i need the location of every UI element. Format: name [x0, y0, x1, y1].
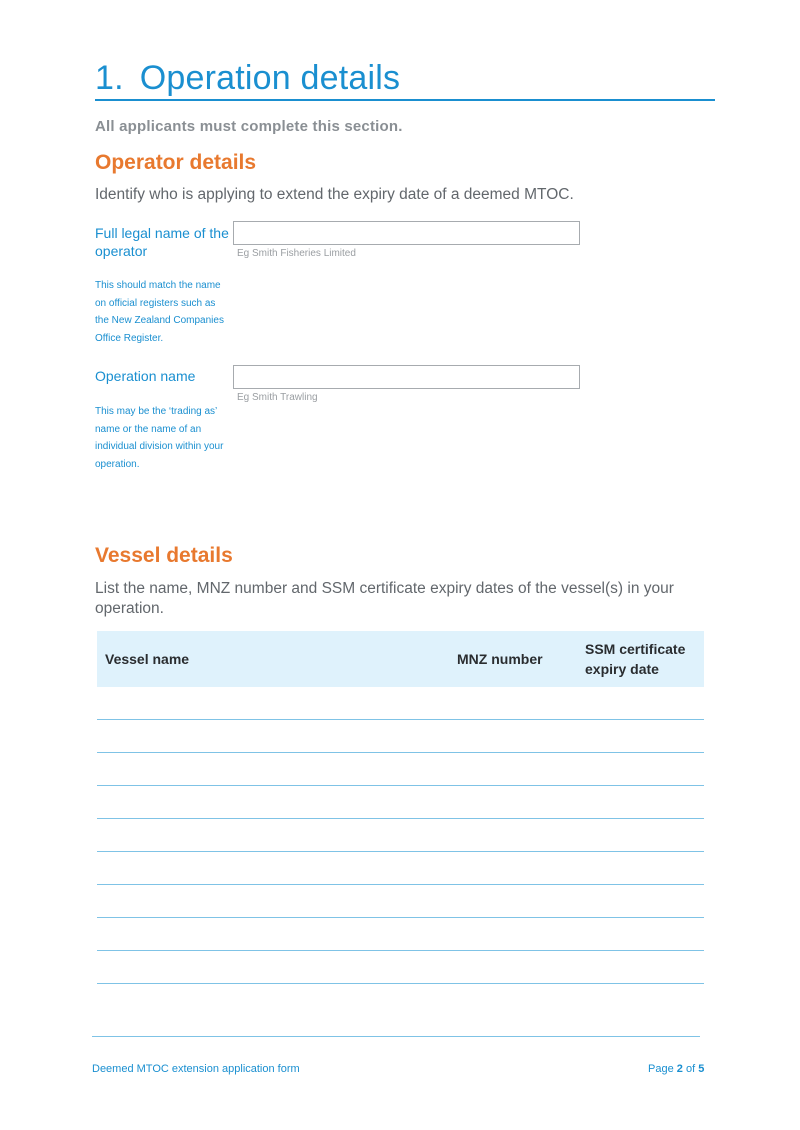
- table-row: [97, 885, 704, 918]
- vessel-name-cell[interactable]: [97, 885, 449, 918]
- vessel-name-cell[interactable]: [97, 786, 449, 819]
- vessel-heading: Vessel details: [95, 544, 233, 567]
- ssm-expiry-cell[interactable]: [577, 951, 704, 984]
- ssm-expiry-cell[interactable]: [577, 786, 704, 819]
- vessel-name-header: Vessel name: [97, 631, 449, 687]
- mnz-number-cell[interactable]: [449, 852, 577, 885]
- vessel-lead: List the name, MNZ number and SSM certificate expiry dates of the vessel(s) in your operation.: [95, 580, 674, 617]
- table-row: [97, 753, 704, 786]
- vessel-name-cell[interactable]: [97, 720, 449, 753]
- ssm-expiry-cell[interactable]: [577, 885, 704, 918]
- operator-lead: Identify who is applying to extend the expiry date of a deemed MTOC.: [95, 186, 574, 203]
- mnz-number-cell[interactable]: [449, 951, 577, 984]
- operator-name-note: This should match the name on official registers such as the New Zealand Companies Office Register.: [95, 280, 224, 344]
- operation-name-label: Operation name: [95, 368, 196, 384]
- vessel-table: [97, 631, 704, 984]
- page-label: Page: [648, 1063, 674, 1075]
- mnz-number-cell[interactable]: [449, 786, 577, 819]
- ssm-expiry-cell[interactable]: [577, 753, 704, 786]
- page-title: [95, 58, 400, 99]
- operation-name-note: This may be the ‘trading as’ name or the name of an individual division within your operation.: [95, 406, 224, 470]
- vessel-name-cell[interactable]: [97, 753, 449, 786]
- table-row: [97, 687, 704, 720]
- operation-name-input[interactable]: [233, 365, 580, 389]
- ssm-expiry-cell[interactable]: [577, 720, 704, 753]
- vessel-table-header: [97, 631, 704, 687]
- mnz-number-cell[interactable]: [449, 885, 577, 918]
- footer-form-name: Deemed MTOC extension application form: [92, 1063, 300, 1075]
- vessel-name-cell[interactable]: [97, 951, 449, 984]
- table-row: [97, 819, 704, 852]
- mnz-number-header: MNZ number: [449, 631, 577, 687]
- operation-name-hint: Eg Smith Trawling: [237, 392, 318, 403]
- ssm-expiry-cell[interactable]: [577, 918, 704, 951]
- section-title: Operation details: [139, 59, 401, 97]
- ssm-expiry-header: SSM certificate expiry date: [577, 631, 704, 687]
- vessel-name-cell[interactable]: [97, 852, 449, 885]
- vessel-name-cell[interactable]: [97, 819, 449, 852]
- page-number: 2: [676, 1063, 683, 1075]
- table-row: [97, 951, 704, 984]
- table-row: [97, 918, 704, 951]
- operator-name-label: Full legal name of the operator: [95, 225, 229, 259]
- operator-heading: Operator details: [95, 151, 257, 174]
- ssm-expiry-cell[interactable]: [577, 687, 704, 720]
- table-row: [97, 720, 704, 753]
- page-indicator: [648, 1063, 704, 1075]
- ssm-expiry-cell[interactable]: [577, 819, 704, 852]
- operator-name-input[interactable]: [233, 221, 580, 245]
- operator-name-hint: Eg Smith Fisheries Limited: [237, 248, 356, 259]
- of-label: of: [685, 1063, 696, 1075]
- footer-divider: [92, 1036, 700, 1037]
- ssm-expiry-cell[interactable]: [577, 852, 704, 885]
- mnz-number-cell[interactable]: [449, 687, 577, 720]
- table-row: [97, 786, 704, 819]
- title-divider: [95, 99, 715, 101]
- page-total: 5: [698, 1063, 705, 1075]
- mnz-number-cell[interactable]: [449, 819, 577, 852]
- mnz-number-cell[interactable]: [449, 753, 577, 786]
- mnz-number-cell[interactable]: [449, 918, 577, 951]
- section-number: 1.: [95, 59, 124, 97]
- mnz-number-cell[interactable]: [449, 720, 577, 753]
- vessel-name-cell[interactable]: [97, 918, 449, 951]
- section-intro: All applicants must complete this section.: [95, 118, 403, 135]
- vessel-name-cell[interactable]: [97, 687, 449, 720]
- table-row: [97, 852, 704, 885]
